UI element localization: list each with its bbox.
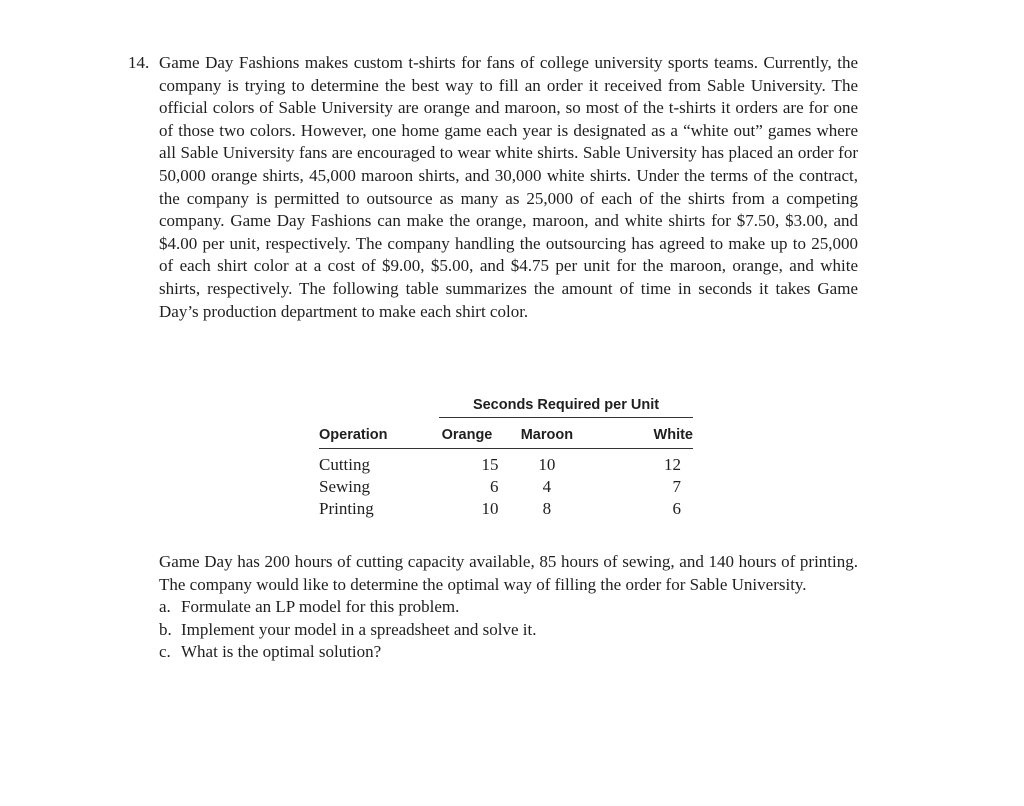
followup-section [159, 551, 858, 664]
list-item [159, 641, 858, 664]
followup-text: Game Day has 200 hours of cutting capacity available, 85 hours of sewing, and 140 hours of printing. The company would like to determine the optimal way of filling the order for Sable University. [159, 552, 858, 594]
part-letter: a. [159, 597, 171, 617]
operations-table [319, 424, 693, 520]
col-header-operation: Operation [319, 424, 435, 449]
part-text: What is the optimal solution? [181, 642, 382, 662]
table-row [319, 498, 693, 520]
col-header-white: White [595, 424, 693, 449]
part-text: Implement your model in a spreadsheet and solve it. [181, 619, 537, 639]
problem-statement [128, 52, 858, 323]
cell-operation: Cutting [319, 455, 371, 474]
cell-white: 7 [672, 477, 681, 496]
list-item [159, 619, 858, 642]
cell-orange: 6 [490, 477, 499, 496]
cell-orange: 15 [481, 455, 499, 474]
cell-operation: Printing [319, 499, 374, 518]
cell-operation: Sewing [319, 477, 370, 496]
part-text: Formulate an LP model for this problem. [181, 597, 460, 617]
table-header-row [319, 424, 693, 449]
cell-white: 6 [672, 499, 681, 518]
problem-text: Game Day Fashions makes custom t-shirts for fans of college university sports teams. Currently, the company is trying to determine the best way to fill an order it received from Sable University. The official colors of Sable University are orange and maroon, so most of the t-shirts it orders are for one of those two colors. However, one home game each year is designated as a “white out” games where all Sable University fans are encouraged to wear white shirts. Sable University has placed an order for 50,000 orange shirts, 45,000 maroon shirts, and 30,000 white shirts. Under the terms of the contract, the company is permitted to outsource as many as 25,000 of each of the shirts from a competing company. Game Day Fashions can make the orange, maroon, and white shirts for $7.50, $3.00, and $4.00 per unit, respectively. The company handling the outsourcing has agreed to make up to 25,000 of each shirt color at a cost of $9.00, $5.00, and $4.75 per unit for the maroon, orange, and white shirts, respectively. The following table summarizes the amount of time in seconds it takes Game Day’s production department to make each shirt color. [159, 53, 858, 321]
cell-maroon: 10 [538, 455, 556, 474]
list-item [159, 596, 858, 619]
question-parts [159, 596, 858, 664]
table-row [319, 449, 693, 477]
col-header-orange: Orange [435, 424, 498, 449]
cell-maroon: 8 [542, 499, 552, 518]
part-letter: b. [159, 619, 172, 639]
col-header-maroon: Maroon [499, 424, 596, 449]
part-letter: c. [159, 642, 171, 662]
problem-number: 14. [128, 53, 150, 72]
table-row [319, 476, 693, 498]
cell-white: 12 [664, 455, 681, 474]
cell-orange: 10 [481, 499, 499, 518]
table-span-header: Seconds Required per Unit [439, 397, 693, 418]
cell-maroon: 4 [542, 477, 552, 496]
